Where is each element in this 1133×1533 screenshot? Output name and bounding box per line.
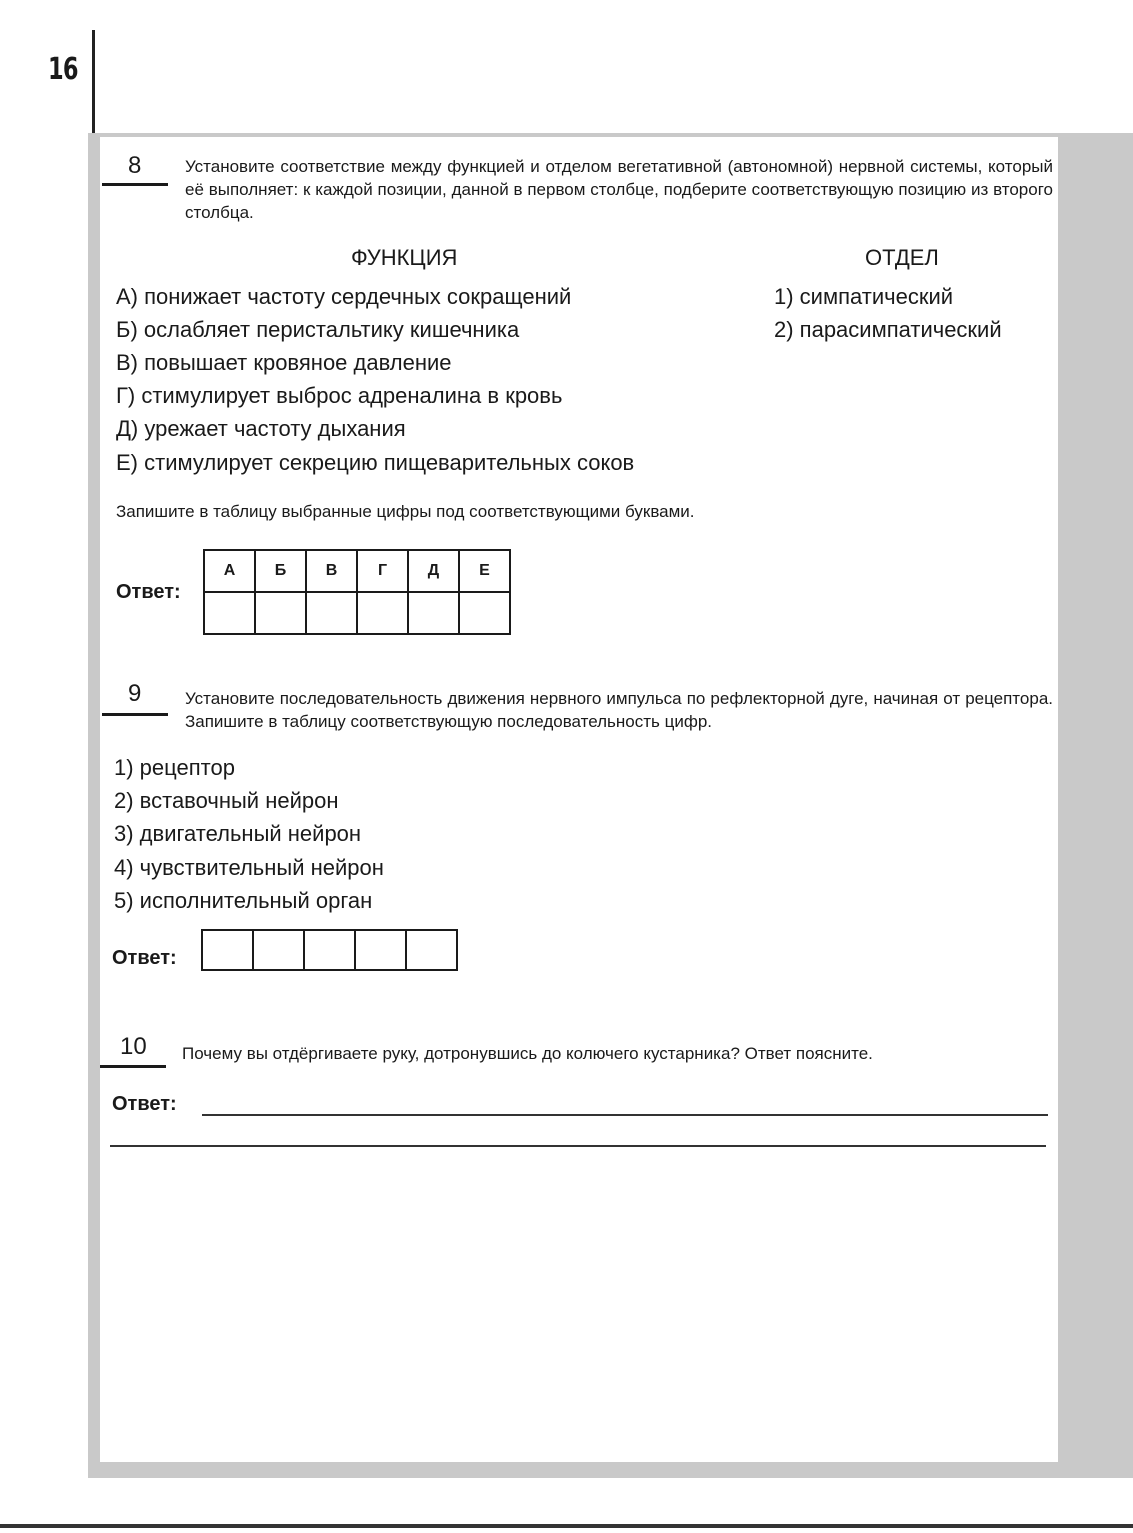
q8-function-a: А) понижает частоту сердечных сокращений [116, 284, 572, 309]
q10-text: Почему вы отдёргиваете руку, дотронувшись до колючего кустарника? Ответ поясните. [182, 1044, 873, 1063]
q10-answer-line-2[interactable] [110, 1145, 1046, 1147]
q8-instruction: Запишите в таблицу выбранные цифры под соответствующими буквами. [116, 502, 695, 521]
q8-letter-g: Г [357, 550, 408, 592]
q10-number: 10 [120, 1033, 147, 1060]
q9-number-bar [102, 713, 168, 716]
q8-answer-cell-v[interactable] [306, 592, 357, 634]
q9-answer-cell-2[interactable] [253, 930, 304, 970]
q8-letter-b: Б [255, 550, 306, 592]
q8-answer-cell-e[interactable] [459, 592, 510, 634]
margin-line [92, 30, 95, 135]
q9-text: Установите последовательность движения нервного импульса по рефлекторной дуге, начиная от рецептора. Запишите в таблицу соответствующую последовательность цифр. [185, 689, 1053, 731]
q10-answer-line-1[interactable] [202, 1114, 1048, 1116]
q9-item-3: 3) двигательный нейрон [114, 821, 362, 846]
q9-answer-table [201, 929, 458, 971]
q8-letter-e: Е [459, 550, 510, 592]
q9-answer-cell-1[interactable] [202, 930, 253, 970]
q8-answer-table [203, 549, 511, 635]
q8-letter-v: В [306, 550, 357, 592]
q8-text: Установите соответствие между функцией и отделом вегетативной (автономной) нервной системы, который её выполняет: к каждой позиции, данной в первом столбце, подберите соответствующую позицию из второго столбца. [185, 157, 1053, 222]
q9-answer-cell-5[interactable] [406, 930, 457, 970]
q8-department-1: 1) симпатический [774, 284, 954, 309]
q8-function-e: Е) стимулирует секрецию пищеварительных соков [116, 450, 635, 475]
q8-function-v: В) повышает кровяное давление [116, 350, 452, 375]
worksheet [100, 137, 1058, 1462]
q9-answer-cell-4[interactable] [355, 930, 406, 970]
q8-answer-cell-g[interactable] [357, 592, 408, 634]
q8-answer-cell-a[interactable] [204, 592, 255, 634]
q8-function-b: Б) ослабляет перистальтику кишечника [116, 317, 520, 342]
q9-item-4: 4) чувствительный нейрон [114, 855, 384, 880]
q8-letter-a: А [204, 550, 255, 592]
q8-number: 8 [128, 152, 142, 179]
q8-department-2: 2) парасимпатический [774, 317, 1002, 342]
q8-department-heading: ОТДЕЛ [865, 245, 939, 270]
q8-answer-cell-d[interactable] [408, 592, 459, 634]
bottom-edge [0, 1524, 1133, 1528]
q9-answer-cell-3[interactable] [304, 930, 355, 970]
q9-number: 9 [128, 680, 142, 707]
q10-answer-label: Ответ: [112, 1093, 177, 1115]
q8-function-heading: ФУНКЦИЯ [351, 245, 458, 270]
q9-item-5: 5) исполнительный орган [114, 888, 373, 913]
q9-item-2: 2) вставочный нейрон [114, 788, 339, 813]
q8-function-d: Д) урежает частоту дыхания [116, 416, 406, 441]
q10-number-bar [100, 1065, 166, 1068]
q8-answer-label: Ответ: [116, 581, 181, 603]
page-number: 16 [48, 52, 78, 87]
q9-answer-label: Ответ: [112, 947, 177, 969]
q8-function-g: Г) стимулирует выброс адреналина в кровь [116, 383, 563, 408]
q8-number-bar [102, 183, 168, 186]
q8-answer-cell-b[interactable] [255, 592, 306, 634]
q8-letter-d: Д [408, 550, 459, 592]
q9-item-1: 1) рецептор [114, 755, 235, 780]
